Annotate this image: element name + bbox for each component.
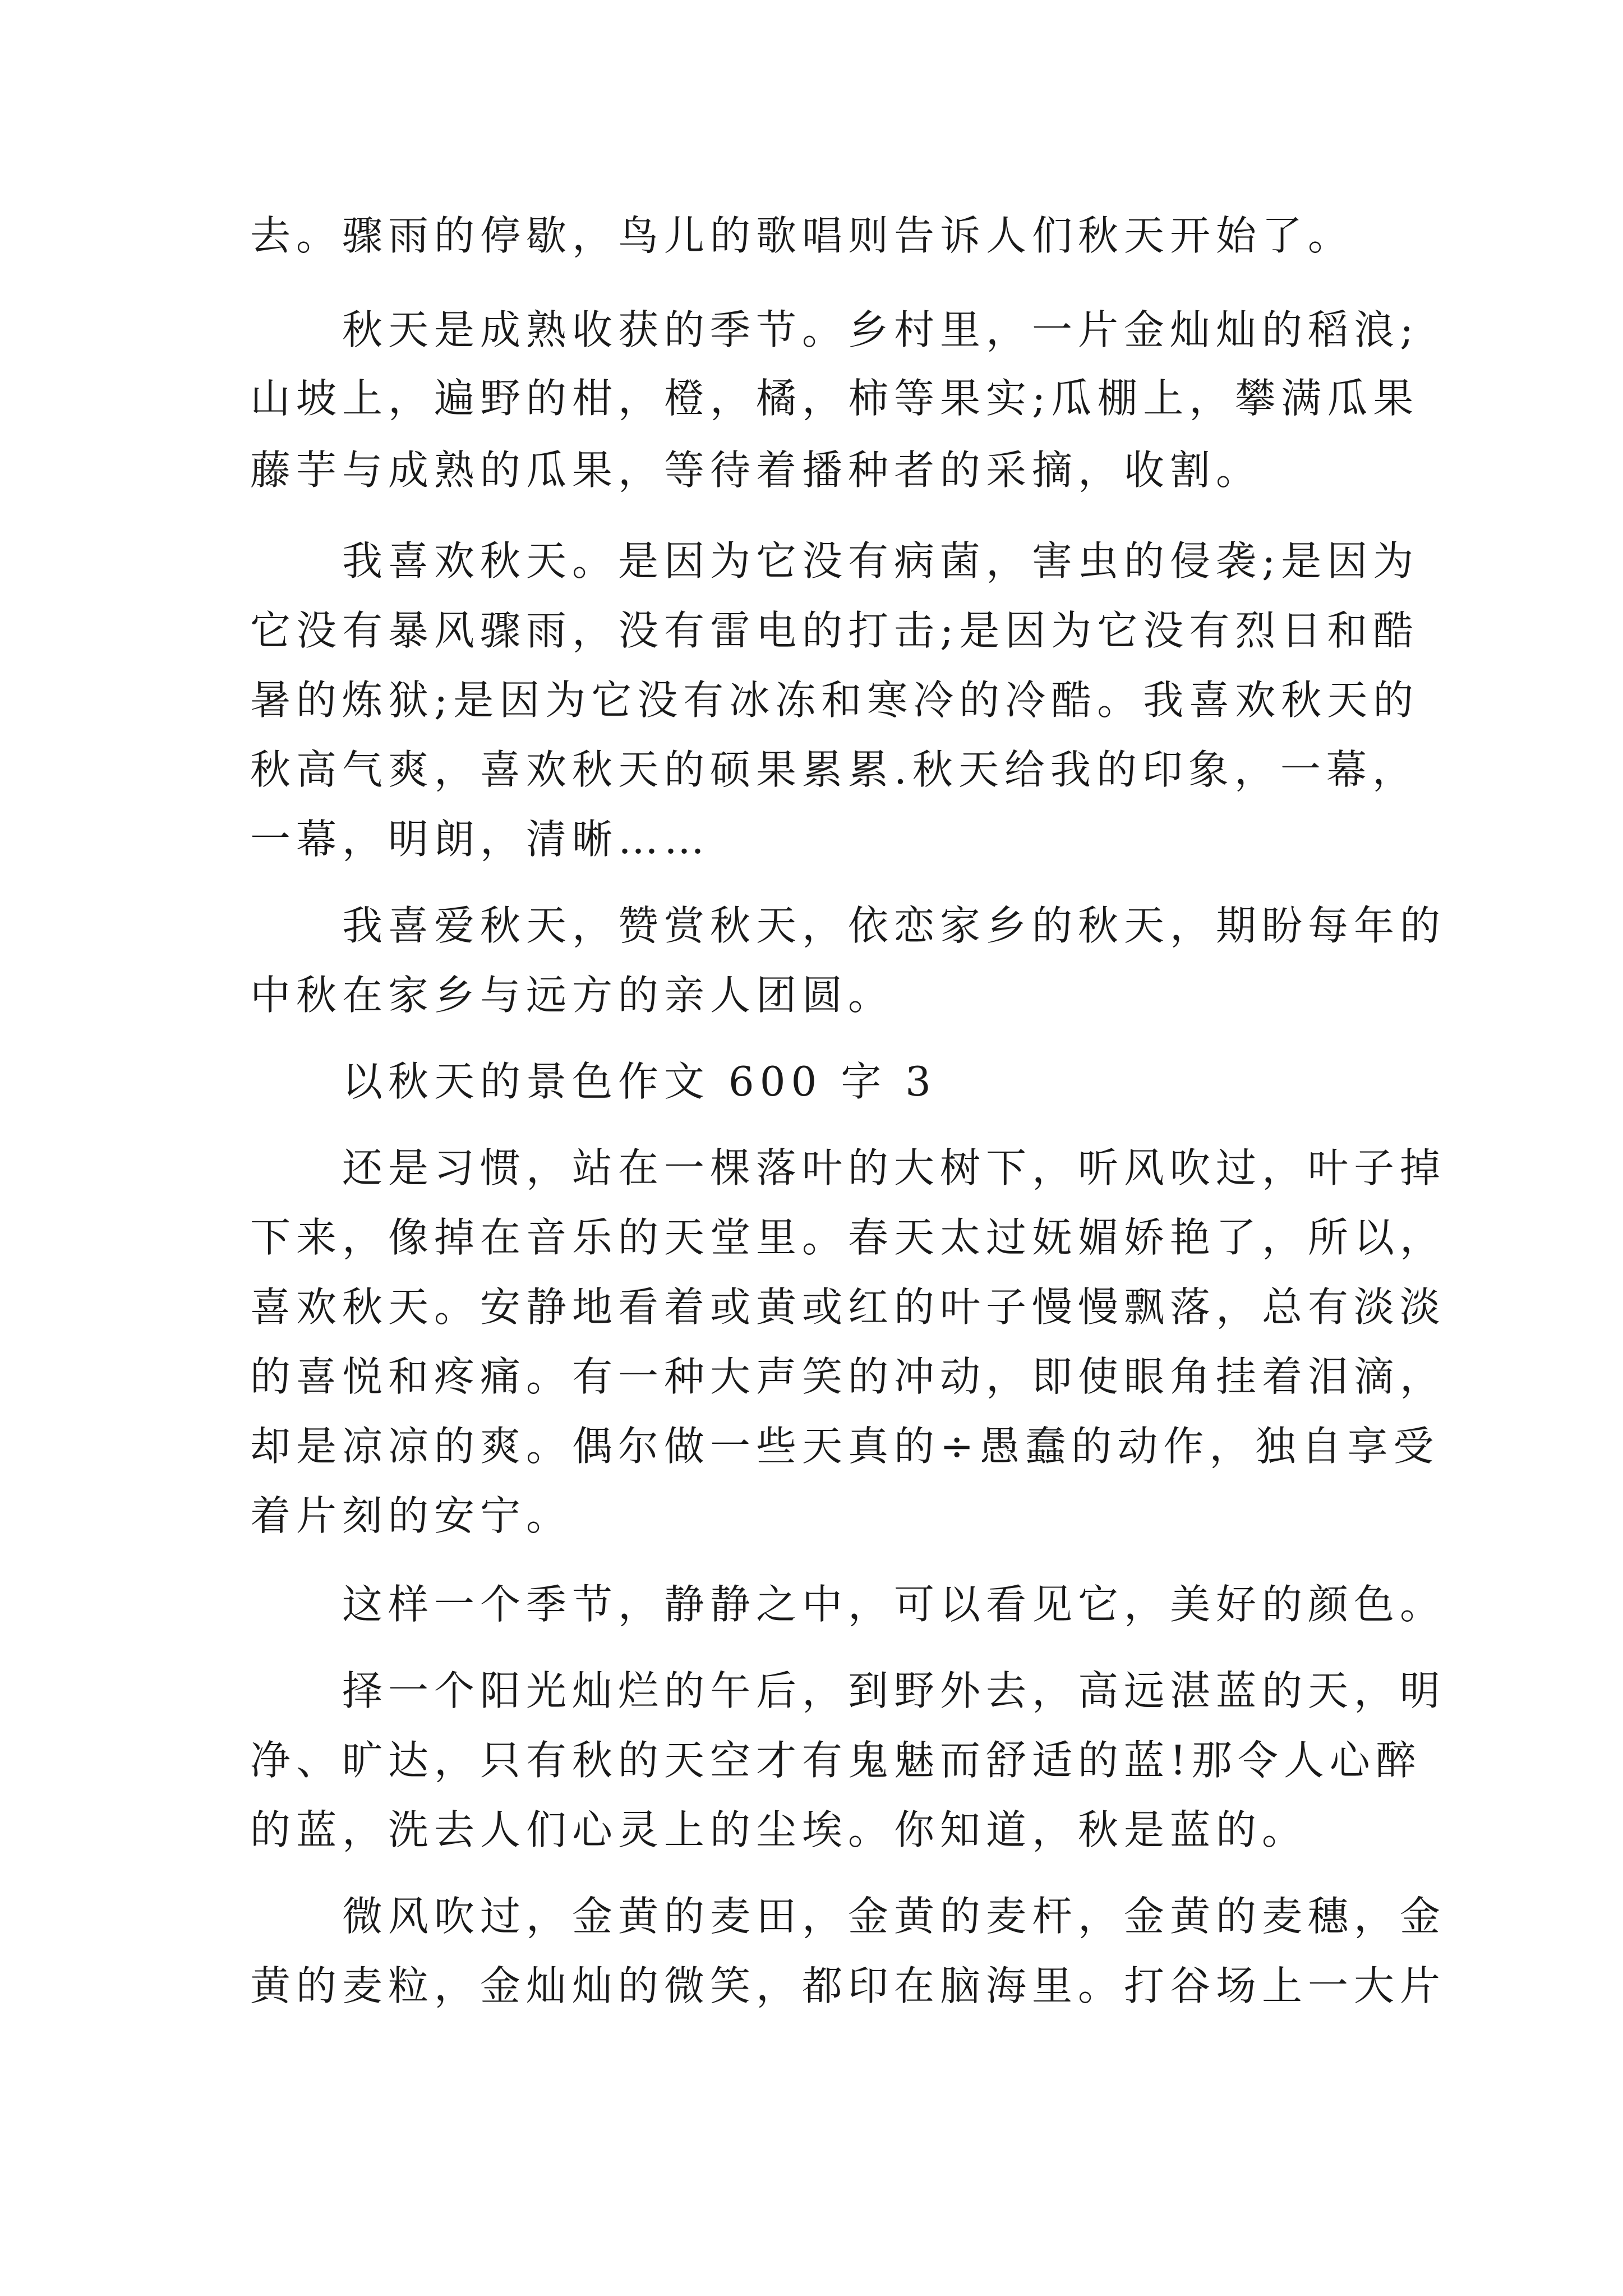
text-line: 喜欢秋天。安静地看着或黄或红的叶子慢慢飘落，总有淡淡: [250, 1283, 1446, 1331]
text-line: 净、旷达，只有秋的天空才有鬼魅而舒适的蓝!那令人心醉: [250, 1737, 1422, 1784]
text-line: 去。骤雨的停歇，鸟儿的歌唱则告诉人们秋天开始了。: [250, 212, 1354, 259]
text-line: 秋高气爽，喜欢秋天的硕果累累.秋天给我的印象，一幕，: [250, 746, 1418, 793]
text-line: 的喜悦和疼痛。有一种大声笑的冲动，即使眼角挂着泪滴，: [250, 1353, 1446, 1400]
text-line: 一幕，明朗，清晰……: [250, 816, 711, 863]
text-line: 黄的麦粒，金灿灿的微笑，都印在脑海里。打谷场上一大片: [250, 1962, 1446, 2009]
text-line: 它没有暴风骤雨，没有雷电的打击;是因为它没有烈日和酷: [250, 607, 1419, 654]
text-line: 我喜欢秋天。是因为它没有病菌，害虫的侵袭;是因为: [342, 537, 1419, 585]
text-line: 下来，像掉在音乐的天堂里。春天太过妩媚娇艳了，所以，: [250, 1214, 1446, 1261]
text-line: 藤芋与成熟的瓜果，等待着播种者的采摘，收割。: [250, 447, 1262, 494]
text-line: 择一个阳光灿烂的午后，到野外去，高远湛蓝的天，明: [342, 1667, 1446, 1714]
text-line: 山坡上，遍野的柑，橙，橘，柿等果实;瓜棚上，攀满瓜果: [250, 375, 1419, 422]
section-heading: 以秋天的景色作文 600 字 3: [342, 1058, 937, 1105]
text-line: 却是凉凉的爽。偶尔做一些天真的÷愚蠢的动作，独自享受: [250, 1423, 1440, 1470]
text-line: 这样一个季节，静静之中，可以看见它，美好的颜色。: [342, 1581, 1446, 1628]
text-line: 的蓝，洗去人们心灵上的尘埃。你知道，秋是蓝的。: [250, 1806, 1308, 1853]
text-line: 秋天是成熟收获的季节。乡村里，一片金灿灿的稻浪;: [342, 306, 1419, 353]
text-line: 暑的炼狱;是因为它没有冰冻和寒冷的冷酷。我喜欢秋天的: [250, 677, 1419, 724]
text-line: 微风吹过，金黄的麦田，金黄的麦杆，金黄的麦穗，金: [342, 1893, 1446, 1940]
text-line: 我喜爱秋天，赞赏秋天，依恋家乡的秋天，期盼每年的: [342, 902, 1446, 949]
text-line: 中秋在家乡与远方的亲人团圆。: [250, 972, 895, 1019]
text-line: 还是习惯，站在一棵落叶的大树下，听风吹过，叶子掉: [342, 1144, 1446, 1191]
text-line: 着片刻的安宁。: [250, 1492, 573, 1539]
